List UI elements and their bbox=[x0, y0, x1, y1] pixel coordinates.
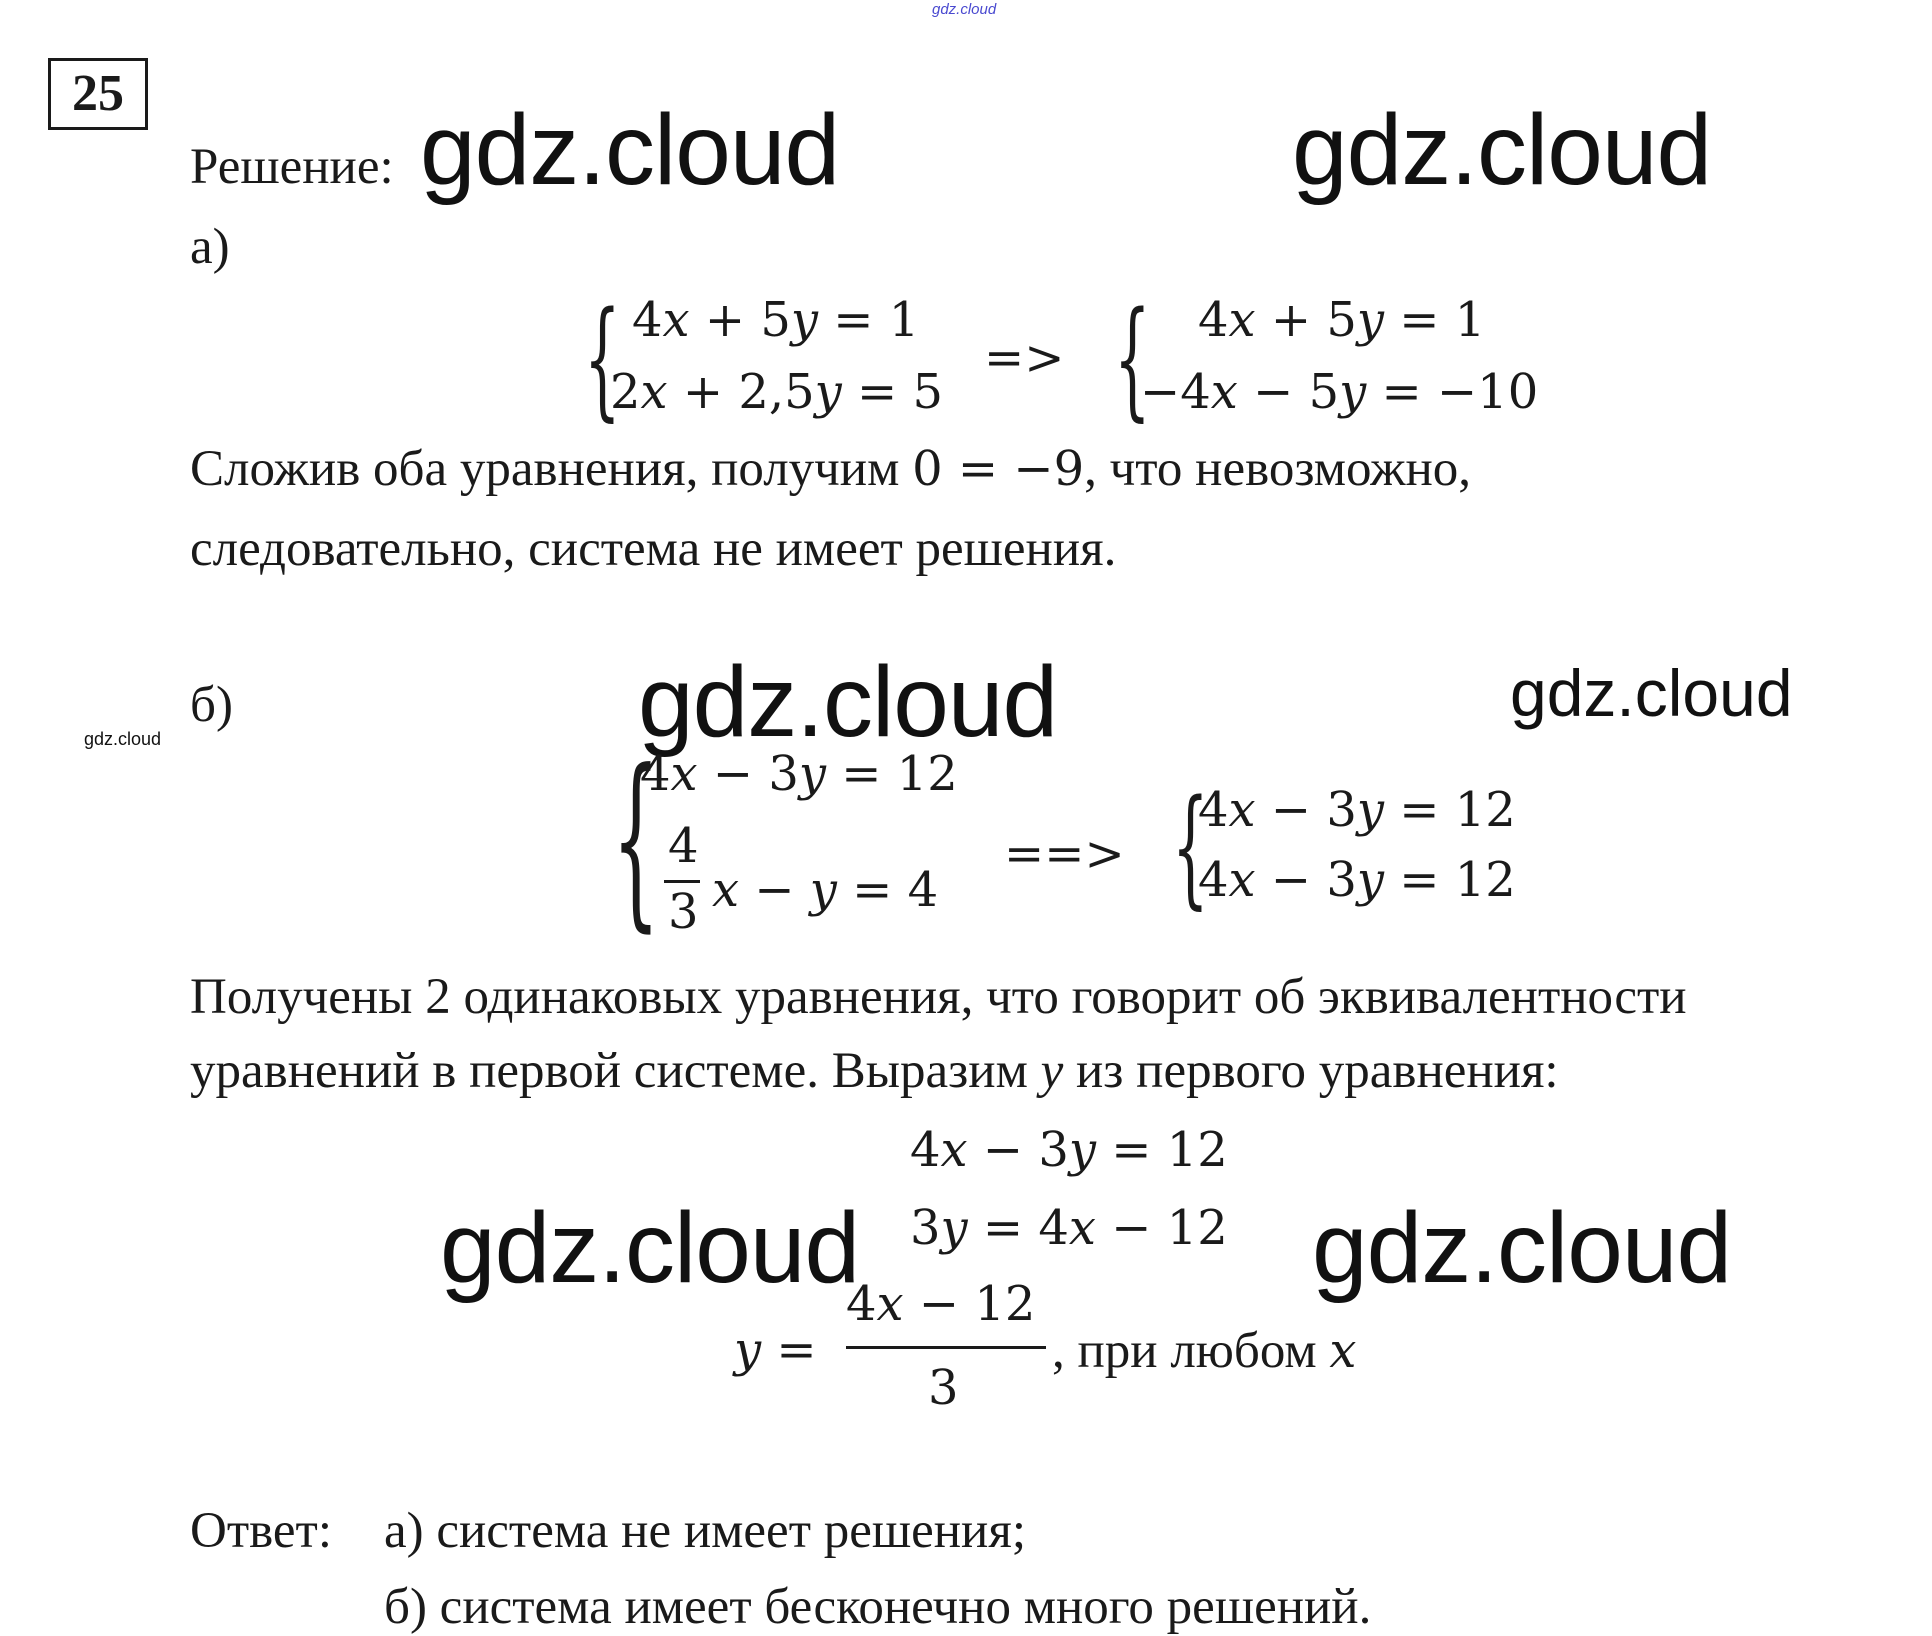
part-b-system1-eq2: 𝑥 − 𝑦 = 4 bbox=[712, 862, 939, 918]
part-b-step1: 4𝑥 − 3𝑦 = 12 bbox=[910, 1122, 1228, 1178]
watermark: gdz.cloud bbox=[440, 1192, 860, 1304]
brace-icon: { bbox=[1172, 773, 1209, 922]
fraction-bar bbox=[664, 880, 700, 883]
part-b-step3-numerator: 4𝑥 − 12 bbox=[846, 1276, 1036, 1332]
part-b-fraction-denominator: 3 bbox=[668, 884, 699, 940]
watermark: gdz.cloud bbox=[638, 646, 1058, 758]
part-a-conclusion-line1 bbox=[190, 441, 1472, 497]
part-b-step3-tail-text: , при любом bbox=[1052, 1323, 1330, 1379]
part-b-step3-tail bbox=[1052, 1323, 1357, 1379]
watermark-top: gdz.cloud bbox=[932, 1, 997, 18]
part-b-paragraph-var: y bbox=[1040, 1043, 1064, 1099]
part-a-conclusion-tail: , что невозможно, bbox=[1084, 441, 1472, 497]
problem-number-badge: 25 bbox=[48, 58, 148, 130]
brace-icon: { bbox=[584, 285, 621, 434]
part-b-fraction-numerator: 4 bbox=[668, 818, 699, 874]
solution-heading: Решение: bbox=[190, 139, 394, 195]
part-b-system2-eq2: 4𝑥 − 3𝑦 = 12 bbox=[1198, 852, 1516, 908]
part-b-step2: 3𝑦 = 4𝑥 − 12 bbox=[910, 1200, 1228, 1256]
part-a-conclusion-math: 0 = −9 bbox=[912, 441, 1085, 497]
part-a-system1-eq2: 2𝑥 + 2,5𝑦 = 5 bbox=[610, 364, 944, 420]
fraction-bar bbox=[846, 1346, 1046, 1349]
part-a-conclusion-text: Сложив оба уравнения, получим bbox=[190, 441, 913, 497]
brace-icon: { bbox=[1114, 285, 1151, 434]
watermark: gdz.cloud bbox=[84, 729, 162, 749]
part-a-arrow: => bbox=[984, 330, 1065, 386]
watermark: gdz.cloud bbox=[1510, 656, 1793, 730]
part-b-arrow: ==> bbox=[1004, 826, 1125, 882]
part-b-paragraph-end: из первого уравнения: bbox=[1063, 1043, 1559, 1099]
watermark: gdz.cloud bbox=[1292, 94, 1712, 206]
part-b-step3-tail-var: 𝑥 bbox=[1329, 1323, 1357, 1379]
part-a-label: а) bbox=[190, 219, 230, 275]
part-b-system2-eq1: 4𝑥 − 3𝑦 = 12 bbox=[1198, 782, 1516, 838]
part-b-system1-eq1: 4𝑥 − 3𝑦 = 12 bbox=[640, 746, 958, 802]
part-a-system2-eq1: 4𝑥 + 5𝑦 = 1 bbox=[1198, 292, 1486, 348]
part-a-conclusion-line2: следовательно, система не имеет решения. bbox=[190, 521, 1117, 577]
part-a-system2-eq2: −4𝑥 − 5𝑦 = −10 bbox=[1140, 364, 1539, 420]
part-a-system1-eq1: 4𝑥 + 5𝑦 = 1 bbox=[632, 292, 920, 348]
brace-icon: { bbox=[612, 730, 660, 949]
watermark: gdz.cloud bbox=[1312, 1192, 1732, 1304]
part-b-paragraph-start: уравнений в первой системе. Выразим bbox=[190, 1043, 1041, 1099]
part-b-paragraph-line1: Получены 2 одинаковых уравнения, что говорит об эквивалентности bbox=[190, 969, 1687, 1025]
part-b-step3-denominator: 3 bbox=[928, 1360, 959, 1416]
part-b-step3-lhs: 𝑦 = bbox=[734, 1322, 817, 1378]
part-b-label: б) bbox=[190, 677, 233, 733]
answer-b: б) система имеет бесконечно много решений. bbox=[384, 1579, 1372, 1635]
answer-a: а) система не имеет решения; bbox=[384, 1503, 1026, 1559]
watermark: gdz.cloud bbox=[420, 94, 840, 206]
part-b-paragraph-line2 bbox=[190, 1043, 1559, 1099]
answer-label: Ответ: bbox=[190, 1503, 332, 1559]
